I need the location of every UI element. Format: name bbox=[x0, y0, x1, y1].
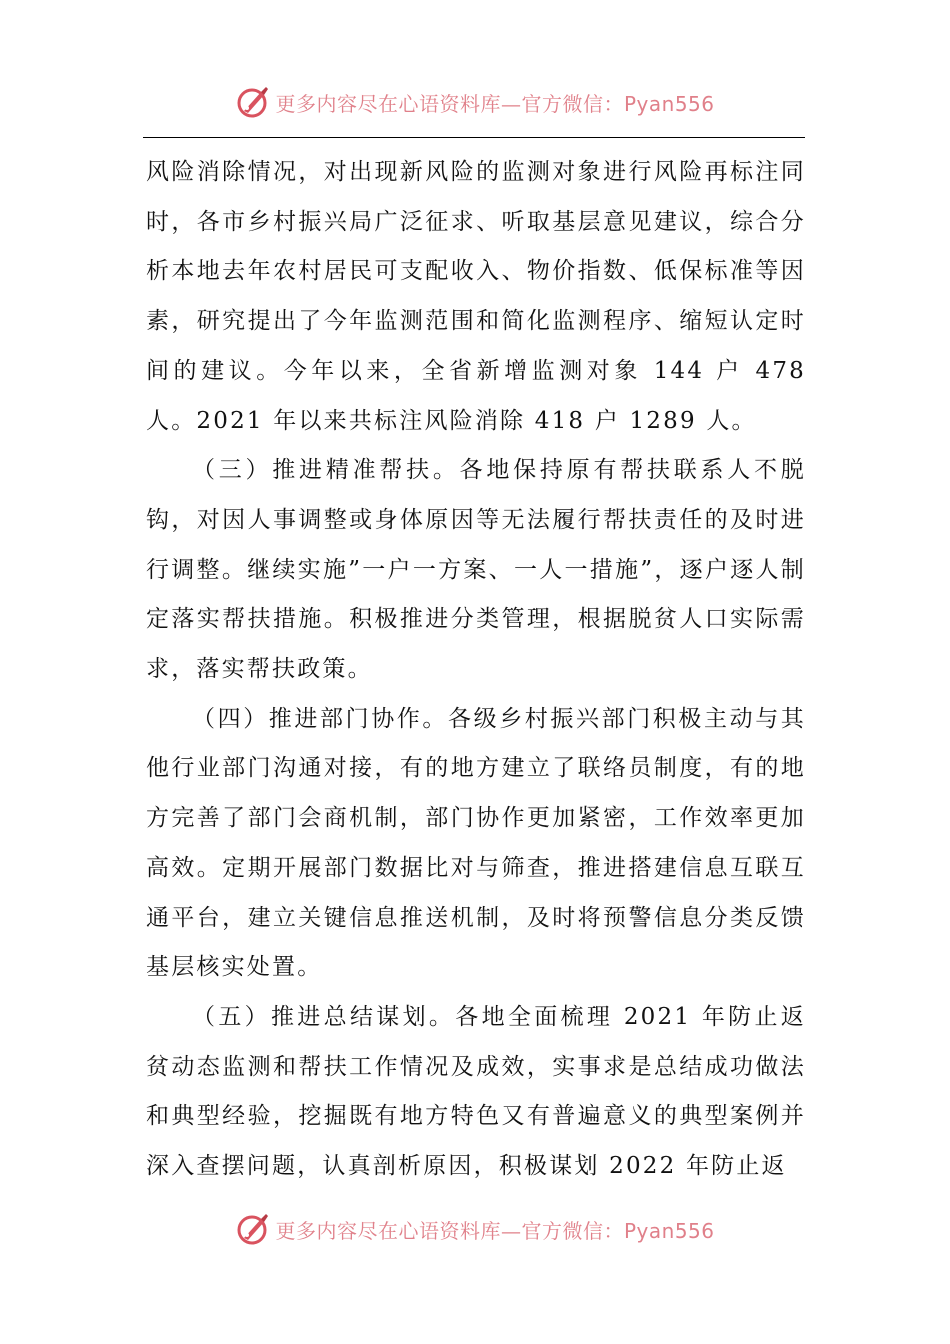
header-wechat-id: Pyan556 bbox=[623, 91, 715, 116]
logo-icon bbox=[235, 1211, 271, 1247]
header-rule bbox=[143, 137, 805, 138]
paragraph-3: （四）推进部门协作。各级乡村振兴部门积极主动与其他行业部门沟通对接，有的地方建立了联络员制度，有的地方完善了部门会商机制，部门协作更加紧密，工作效率更加高效。定期开展部门数据比对与筛查，推进搭建信息互联互通平台，建立关键信息推送机制，及时将预警信息分类反馈基层核实处置。 bbox=[146, 705, 806, 981]
footer-wechat-id: Pyan556 bbox=[623, 1218, 715, 1243]
paragraph-1: 风险消除情况，对出现新风险的监测对象进行风险再标注同时，各市乡村振兴局广泛征求、听取基层意见建议，综合分析本地去年农村居民可支配收入、物价指数、低保标准等因素，研究提出了今年监测范围和简化监测程序、缩短认定时间的建议。今年以来，全省新增监测对象 144 户 478 人。2021 年以来共标注风险消除 418 户 1289 人。 bbox=[146, 159, 806, 434]
document-body bbox=[146, 148, 806, 1192]
footer-banner-text: 更多内容尽在心语资料库—官方微信：Pyan556 bbox=[275, 1218, 715, 1243]
paragraph-2: （三）推进精准帮扶。各地保持原有帮扶联系人不脱钩，对因人事调整或身体原因等无法履行帮扶责任的及时进行调整。继续实施”一户一方案、一人一措施”，逐户逐人制定落实帮扶措施。积极推进分类管理，根据脱贫人口实际需求，落实帮扶政策。 bbox=[146, 457, 806, 683]
header-banner-text: 更多内容尽在心语资料库—官方微信：Pyan556 bbox=[275, 91, 715, 116]
footer-banner bbox=[0, 1209, 950, 1249]
paragraph-4: （五）推进总结谋划。各地全面梳理 2021 年防止返贫动态监测和帮扶工作情况及成效，实事求是总结成功做法和典型经验，挖掘既有地方特色又有普遍意义的典型案例并深入查摆问题，认真剖析原因，积极谋划 2022 年防止返 bbox=[146, 1003, 806, 1180]
header-banner bbox=[0, 82, 950, 122]
logo-icon bbox=[235, 84, 271, 120]
